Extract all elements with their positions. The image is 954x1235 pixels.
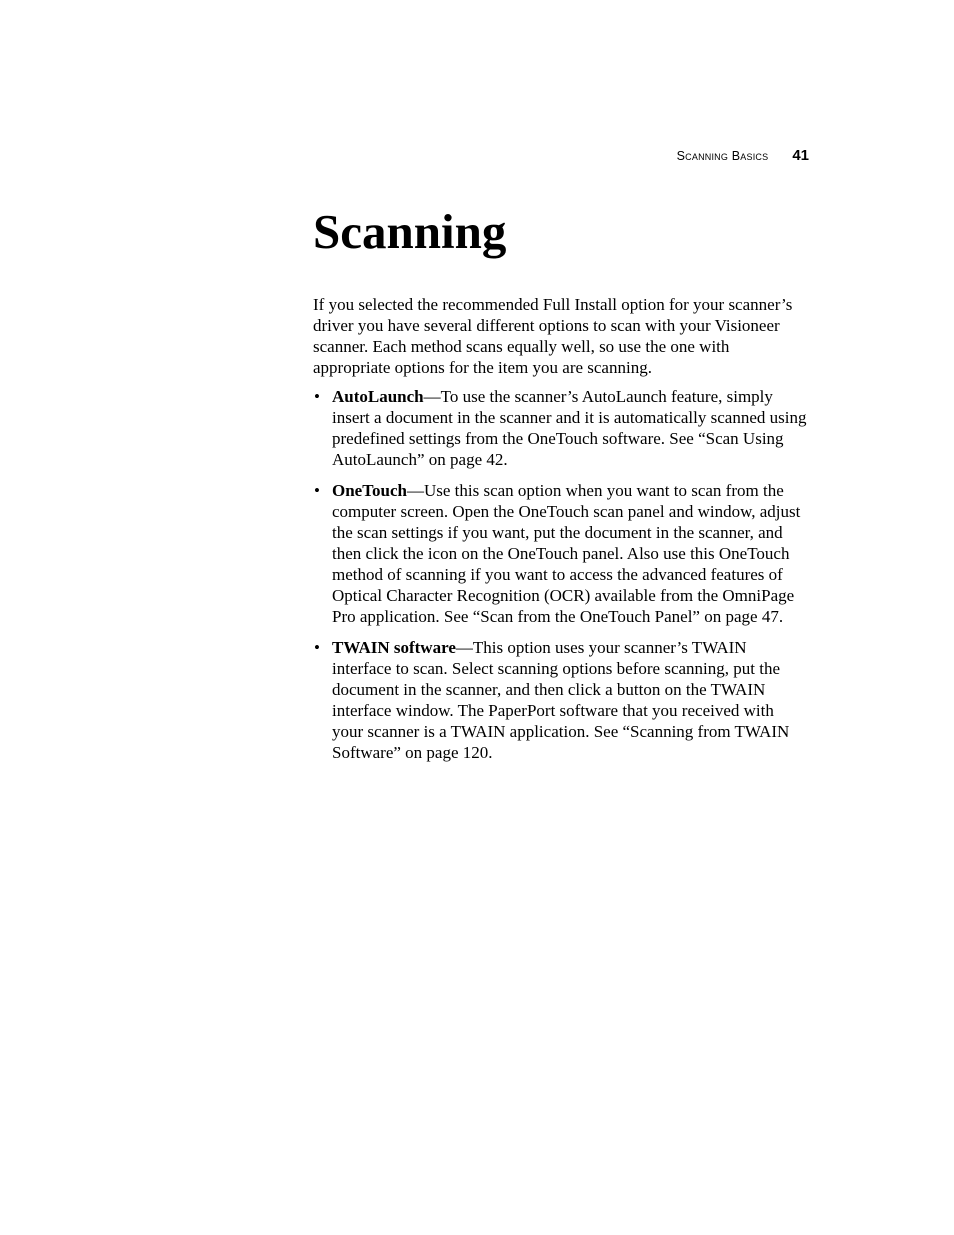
- page-number: 41: [792, 147, 809, 164]
- running-header: [560, 147, 809, 169]
- bullet-term: TWAIN software: [332, 638, 456, 657]
- intro-paragraph: If you selected the recommended Full Install option for your scanner’s driver you have several different options to scan with your Visioneer scanner. Each method scans equally well, so use the one with appropriate options for the item you are scanning.: [313, 295, 793, 377]
- list-item-onetouch: [313, 480, 808, 627]
- section-name: Scanning Basics: [676, 149, 769, 163]
- list-item-autolaunch: [313, 386, 808, 470]
- page-title: Scanning: [313, 204, 507, 259]
- list-item-twain-software: [313, 637, 808, 763]
- page-content: [313, 200, 808, 773]
- bullet-text: —To use the scanner’s AutoLaunch feature, simply insert a document in the scanner and it is automatically scanned using predefined settings from the OneTouch software. See “Scan Using AutoLaunch” on page 42.: [332, 387, 807, 469]
- bullet-text: —Use this scan option when you want to scan from the computer screen. Open the OneTouch scan panel and window, adjust the scan settings if you want, put the document in the scanner, and then click the icon on the OneTouch panel. Also use this OneTouch method of scanning if you want to access the advanced features of Optical Character Recognition (OCR) available from the OmniPage Pro application. See “Scan from the OneTouch Panel” on page 47.: [332, 481, 801, 626]
- bullet-term: AutoLaunch: [332, 387, 424, 406]
- bullet-term: OneTouch: [332, 481, 407, 500]
- bullet-text: —This option uses your scanner’s TWAIN interface to scan. Select scanning options before scanning, put the document in the scanner, and then click a button on the TWAIN interface window. The PaperPort software that you received with your scanner is a TWAIN application. See “Scanning from TWAIN Software” on page 120.: [332, 638, 790, 762]
- scan-method-list: [313, 386, 808, 763]
